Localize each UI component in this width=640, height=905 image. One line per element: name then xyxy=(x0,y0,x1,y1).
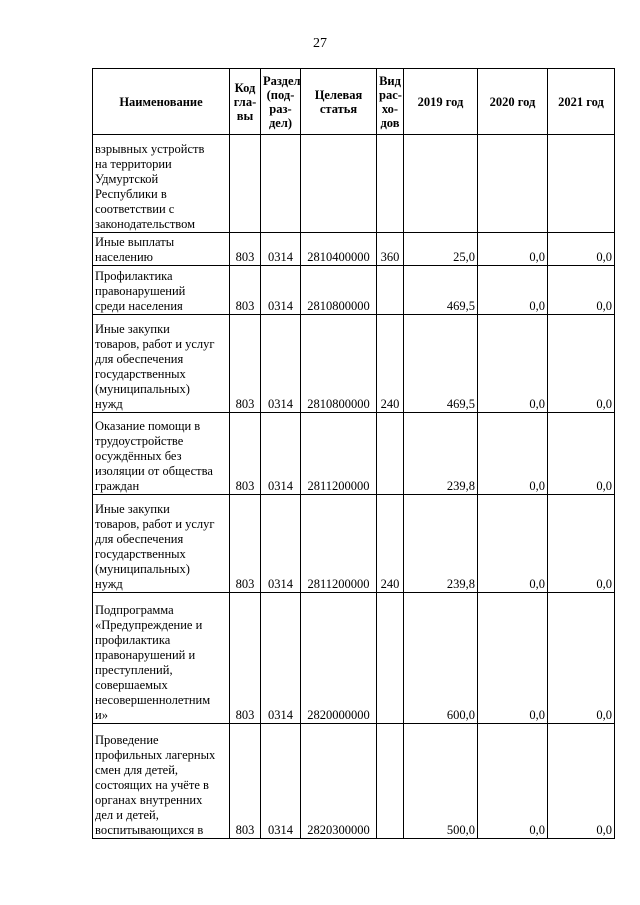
row-section: 0314 xyxy=(261,495,301,593)
row-2021 xyxy=(548,135,615,233)
table-header-row xyxy=(93,69,615,135)
row-2021: 0,0 xyxy=(548,593,615,724)
row-2019: 469,5 xyxy=(404,315,478,413)
row-target: 2811200000 xyxy=(301,495,377,593)
row-expense-type xyxy=(377,266,404,315)
row-2019: 600,0 xyxy=(404,593,478,724)
row-expense-type xyxy=(377,724,404,839)
row-2019: 239,8 xyxy=(404,495,478,593)
row-expense-type: 360 xyxy=(377,233,404,266)
row-name: взрывных устройств на территории Удмуртской Республики в соответствии с законодательством xyxy=(93,135,230,233)
row-target xyxy=(301,135,377,233)
row-section: 0314 xyxy=(261,315,301,413)
table-row xyxy=(93,315,615,413)
row-name: Подпрограмма «Предупреждение и профилактика правонарушений и преступлений, совершаемых несовершеннолетним и» xyxy=(93,593,230,724)
row-chapter xyxy=(230,135,261,233)
header-target: Целевая статья xyxy=(301,69,377,135)
row-name: Профилактика правонарушений среди населения xyxy=(93,266,230,315)
table-row xyxy=(93,724,615,839)
table-row xyxy=(93,593,615,724)
table-row xyxy=(93,233,615,266)
header-chapter: Код гла- вы xyxy=(230,69,261,135)
row-2020: 0,0 xyxy=(478,724,548,839)
row-chapter: 803 xyxy=(230,315,261,413)
header-2019: 2019 год xyxy=(404,69,478,135)
row-expense-type xyxy=(377,135,404,233)
row-2020: 0,0 xyxy=(478,593,548,724)
header-2020: 2020 год xyxy=(478,69,548,135)
row-target: 2810800000 xyxy=(301,266,377,315)
row-2021: 0,0 xyxy=(548,233,615,266)
row-2021: 0,0 xyxy=(548,266,615,315)
row-2020: 0,0 xyxy=(478,233,548,266)
header-2021: 2021 год xyxy=(548,69,615,135)
budget-table xyxy=(92,68,615,839)
row-name: Иные закупки товаров, работ и услуг для обеспечения государственных (муниципальных) нужд xyxy=(93,315,230,413)
row-chapter: 803 xyxy=(230,413,261,495)
header-name: Наименование xyxy=(93,69,230,135)
row-chapter: 803 xyxy=(230,266,261,315)
row-2021: 0,0 xyxy=(548,724,615,839)
row-2021: 0,0 xyxy=(548,495,615,593)
page-number: 27 xyxy=(313,36,327,51)
row-2020 xyxy=(478,135,548,233)
row-2020: 0,0 xyxy=(478,315,548,413)
row-target: 2820300000 xyxy=(301,724,377,839)
table-row xyxy=(93,266,615,315)
header-expense-type: Вид рас- хо- дов xyxy=(377,69,404,135)
row-2021: 0,0 xyxy=(548,413,615,495)
row-2019: 469,5 xyxy=(404,266,478,315)
table-row xyxy=(93,135,615,233)
row-name: Проведение профильных лагерных смен для детей, состоящих на учёте в органах внутренних дел и детей, воспитывающихся в xyxy=(93,724,230,839)
row-2019: 239,8 xyxy=(404,413,478,495)
row-section: 0314 xyxy=(261,593,301,724)
row-2020: 0,0 xyxy=(478,413,548,495)
row-name: Оказание помощи в трудоустройстве осуждённых без изоляции от общества граждан xyxy=(93,413,230,495)
row-chapter: 803 xyxy=(230,724,261,839)
row-section xyxy=(261,135,301,233)
row-target: 2810400000 xyxy=(301,233,377,266)
row-expense-type xyxy=(377,413,404,495)
row-expense-type: 240 xyxy=(377,315,404,413)
row-2020: 0,0 xyxy=(478,266,548,315)
row-chapter: 803 xyxy=(230,233,261,266)
row-target: 2820000000 xyxy=(301,593,377,724)
row-name: Иные закупки товаров, работ и услуг для обеспечения государственных (муниципальных) нужд xyxy=(93,495,230,593)
row-2019: 25,0 xyxy=(404,233,478,266)
row-2019 xyxy=(404,135,478,233)
row-expense-type: 240 xyxy=(377,495,404,593)
row-target: 2811200000 xyxy=(301,413,377,495)
header-section: Раздел (под- раз- дел) xyxy=(261,69,301,135)
row-section: 0314 xyxy=(261,413,301,495)
row-target: 2810800000 xyxy=(301,315,377,413)
table-row xyxy=(93,413,615,495)
table-row xyxy=(93,495,615,593)
row-chapter: 803 xyxy=(230,593,261,724)
row-2020: 0,0 xyxy=(478,495,548,593)
row-2019: 500,0 xyxy=(404,724,478,839)
table-body xyxy=(93,135,615,839)
row-section: 0314 xyxy=(261,233,301,266)
row-2021: 0,0 xyxy=(548,315,615,413)
row-expense-type xyxy=(377,593,404,724)
row-section: 0314 xyxy=(261,724,301,839)
row-section: 0314 xyxy=(261,266,301,315)
row-name: Иные выплаты населению xyxy=(93,233,230,266)
row-chapter: 803 xyxy=(230,495,261,593)
